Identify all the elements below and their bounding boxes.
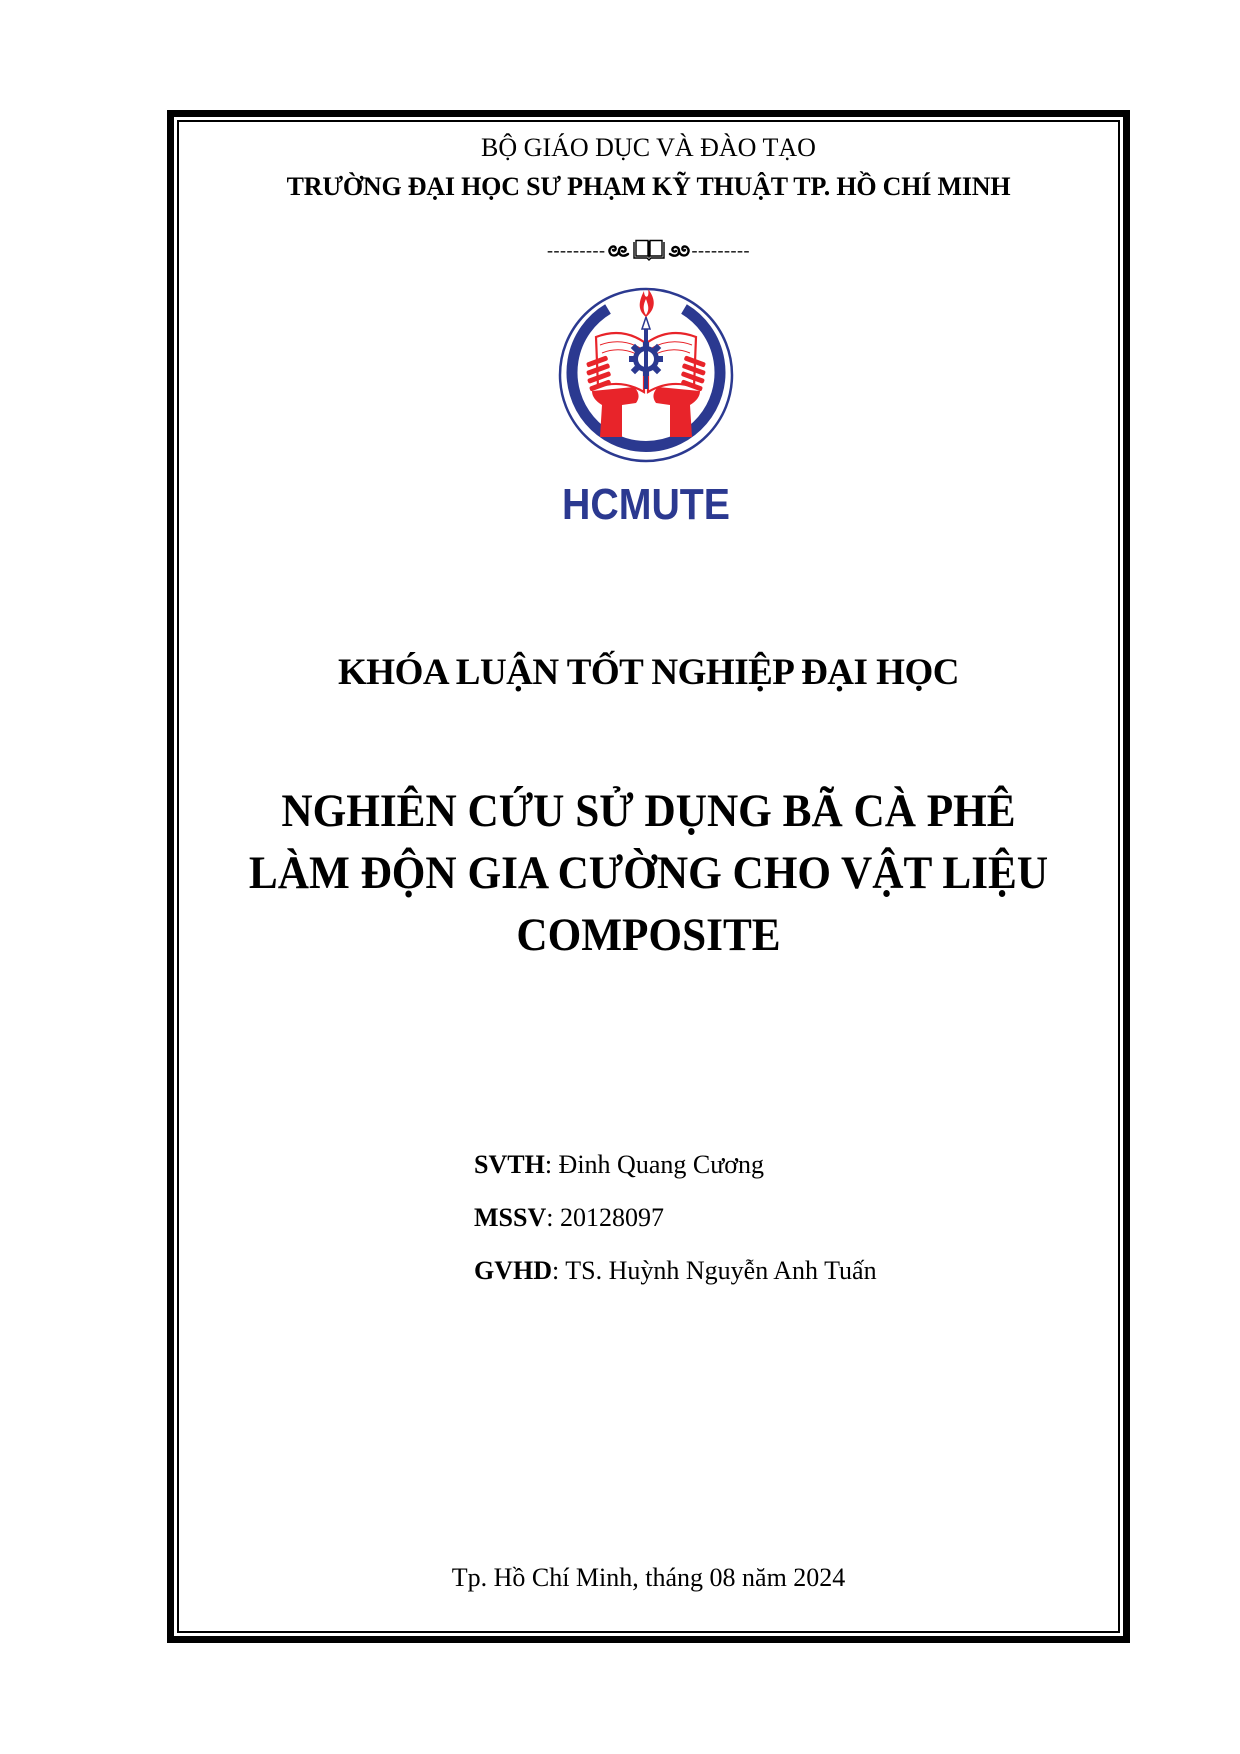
thesis-title-line-3: COMPOSITE xyxy=(516,909,781,961)
info-row-advisor xyxy=(474,1244,877,1297)
logo-text: HCMUTE xyxy=(562,480,730,527)
info-sep: : xyxy=(546,1203,560,1232)
info-value: 20128097 xyxy=(559,1203,664,1232)
info-label: GVHD xyxy=(474,1256,552,1285)
info-value: Đinh Quang Cương xyxy=(558,1150,765,1179)
thesis-title-line-2: LÀM ĐỘN GIA CƯỜNG CHO VẬT LIỆU xyxy=(248,847,1049,899)
info-label: MSSV xyxy=(474,1203,547,1232)
thesis-title xyxy=(167,780,1130,966)
ornament-left-dashes: --------- xyxy=(547,240,606,260)
student-info xyxy=(474,1138,877,1297)
ornament-divider xyxy=(167,237,1130,263)
thesis-title-line-1: NGHIÊN CỨU SỬ DỤNG BÃ CÀ PHÊ xyxy=(281,785,1016,837)
info-sep: : xyxy=(552,1256,566,1285)
ornament-right-dashes: --------- xyxy=(691,240,750,260)
info-row-student-id xyxy=(474,1191,877,1244)
info-row-student xyxy=(474,1138,877,1191)
ornament-left-curl-icon xyxy=(607,242,631,258)
ornament-right-curl-icon xyxy=(667,242,691,258)
open-book-icon xyxy=(632,239,666,261)
info-label: SVTH xyxy=(474,1150,545,1179)
ministry-heading: BỘ GIÁO DỤC VÀ ĐÀO TẠO xyxy=(481,133,816,162)
info-value: TS. Huỳnh Nguyễn Anh Tuấn xyxy=(565,1256,877,1285)
thesis-type-heading: KHÓA LUẬN TỐT NGHIỆP ĐẠI HỌC xyxy=(338,652,959,693)
university-heading: TRƯỜNG ĐẠI HỌC SƯ PHẠM KỸ THUẬT TP. HỒ CHÍ MINH xyxy=(286,172,1011,201)
university-logo xyxy=(556,287,736,527)
info-sep: : xyxy=(544,1150,559,1179)
place-date: Tp. Hồ Chí Minh, tháng 08 năm 2024 xyxy=(451,1563,846,1592)
